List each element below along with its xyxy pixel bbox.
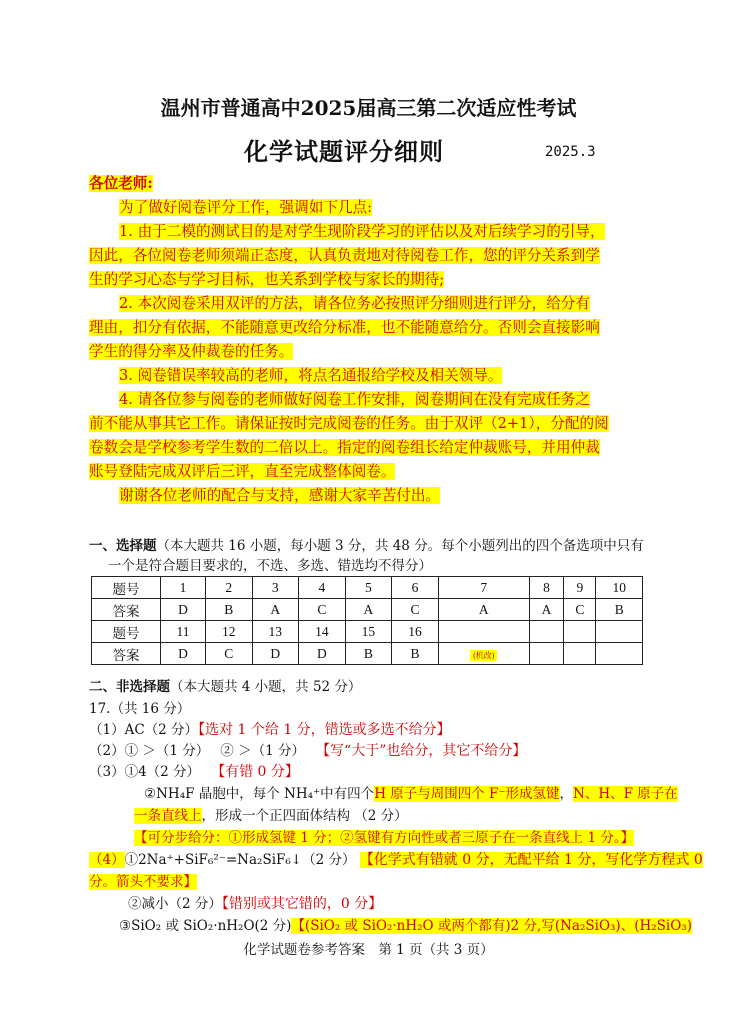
table-cell (564, 621, 596, 643)
notice-line: 前不能从事其它工作。请保证按时完成阅卷的任务。由于双评（2+1），分配的阅 (89, 415, 609, 432)
table-cell: B (205, 599, 252, 621)
table-cell: D (299, 643, 346, 665)
document-date: 2025.3 (545, 144, 596, 160)
q17-heading: 17.（共 16 分） (89, 701, 191, 717)
table-cell: D (161, 599, 206, 621)
table-row (92, 577, 643, 599)
answer-line: 一条直线上，形成一个正四面体结构 （2 分） (134, 808, 408, 824)
notice-line: 4. 请各位参与阅卷的老师做好阅卷工作安排，阅卷期间在没有完成任务之 (119, 391, 590, 408)
table-cell (529, 643, 564, 665)
answer-line: （4）①2Na⁺+SiF₆²⁻=Na₂SiF₆↓（2 分） 【化学式有错就 0 分，无配平给 1 分，写化学方程式 0 (89, 852, 703, 868)
answer-line: （1）AC（2 分）【选对 1 个给 1 分，错选或多选不给分】 (89, 722, 451, 738)
section1-heading: 一、选择题（本大题共 16 小题，每小题 3 分，共 48 分。每个小题列出的四个备选项中只有 (89, 538, 644, 554)
table-cell: A (345, 599, 392, 621)
table-cell: 8 (529, 577, 564, 599)
answer-line: ②减小（2 分）【错别或其它错的，0 分】 (128, 896, 383, 912)
table-cell: B (345, 643, 392, 665)
table-cell: 4 (299, 577, 346, 599)
notice-greeting: 各位老师: (89, 175, 153, 192)
table-cell: C (299, 599, 346, 621)
table-cell: 16 (392, 621, 439, 643)
scoring-note: 【可分步给分：①形成氢键 1 分；②氢键有方向性或者三原子在一条直线上 1 分。】 (134, 830, 635, 846)
table-cell: D (161, 643, 206, 665)
notice-line: 账号登陆完成双评后三评，直至完成整体阅卷。 (89, 463, 396, 480)
table-cell (564, 643, 596, 665)
notice-line: 学生的得分率及仲裁卷的任务。 (89, 343, 294, 360)
notice-line: 理由，扣分有依据，不能随意更改给分标准，也不能随意给分。否则会直接影响 (89, 319, 600, 336)
table-cell: 2 (205, 577, 252, 599)
table-cell (596, 621, 643, 643)
table-cell: A (438, 599, 529, 621)
table-cell: A (252, 599, 299, 621)
table-cell: 题号 (92, 621, 161, 643)
answer-table (91, 576, 643, 665)
table-cell: 11 (161, 621, 206, 643)
answer-line: （3）①4（2 分） 【有错 0 分】 (89, 764, 299, 780)
table-cell: 1 (161, 577, 206, 599)
notice-line: 生的学习心态与学习目标，也关系到学校与家长的期待; (89, 271, 445, 288)
table-cell (596, 643, 643, 665)
table-cell (438, 621, 529, 643)
table-cell: 答案 (92, 599, 161, 621)
table-cell: 13 (252, 621, 299, 643)
notice-line: 因此，各位阅卷老师须端正态度，认真负责地对待阅卷工作，您的评分关系到学 (89, 247, 600, 264)
table-cell: 15 (345, 621, 392, 643)
answer-line: （2）① ＞（1 分） ② ＞（1 分） 【写“大于”也给分，其它不给分】 (89, 743, 527, 759)
table-row (92, 643, 643, 665)
table-cell: C (205, 643, 252, 665)
table-cell: 7 (438, 577, 529, 599)
table-cell: 5 (345, 577, 392, 599)
notice-line: 卷数会是学校参考学生数的二倍以上。指定的阅卷组长给定仲裁账号，并用仲裁 (89, 439, 600, 456)
table-cell: 3 (252, 577, 299, 599)
table-cell: B (596, 599, 643, 621)
section1-desc: 一个是符合题目要求的，不选、多选、错选均不得分） (108, 558, 432, 574)
scoring-note: 分。箭头不要求】 (89, 874, 197, 890)
notice-line: 3. 阅卷错误率较高的老师，将点名通报给学校及相关领导。 (119, 367, 503, 384)
answer-line: ③SiO₂ 或 SiO₂·nH₂O(2 分)【(SiO₂ 或 SiO₂·nH₂O 或两个都有)2 分,写(Na₂SiO₃)、(H₂SiO₃) (119, 918, 692, 934)
notice-line: 谢谢各位老师的配合与支持，感谢大家辛苦付出。 (119, 487, 441, 504)
table-cell: 答案 (92, 643, 161, 665)
machine-grading-tag: (机改) (470, 650, 497, 661)
notice-line: 为了做好阅卷评分工作，强调如下几点: (119, 199, 373, 216)
table-cell (438, 643, 529, 665)
table-cell: 题号 (92, 577, 161, 599)
table-row (92, 599, 643, 621)
section2-heading: 二、非选择题（本大题共 4 小题，共 52 分） (89, 679, 362, 695)
table-cell: 9 (564, 577, 596, 599)
table-cell: 6 (392, 577, 439, 599)
document-subtitle: 化学试题评分细则 (244, 137, 444, 166)
table-cell: A (529, 599, 564, 621)
table-cell: D (252, 643, 299, 665)
table-cell: C (392, 599, 439, 621)
notice-line: 2. 本次阅卷采用双评的方法，请各位务必按照评分细则进行评分，给分有 (119, 295, 590, 312)
table-cell: 12 (205, 621, 252, 643)
table-row (92, 621, 643, 643)
table-cell: B (392, 643, 439, 665)
table-cell: 10 (596, 577, 643, 599)
table-cell: 14 (299, 621, 346, 643)
page-footer: 化学试题卷参考答案 第 1 页（共 3 页） (243, 942, 494, 958)
table-cell: C (564, 599, 596, 621)
notice-line: 1. 由于二模的测试目的是对学生现阶段学习的评估以及对后续学习的引导， (119, 223, 605, 240)
table-cell (529, 621, 564, 643)
answer-line: ②NH₄F 晶胞中，每个 NH₄⁺中有四个H 原子与周围四个 F⁻形成氢键，N、H、F 原子在 (144, 786, 678, 802)
exam-title: 温州市普通高中2025届高三第二次适应性考试 (160, 96, 577, 120)
